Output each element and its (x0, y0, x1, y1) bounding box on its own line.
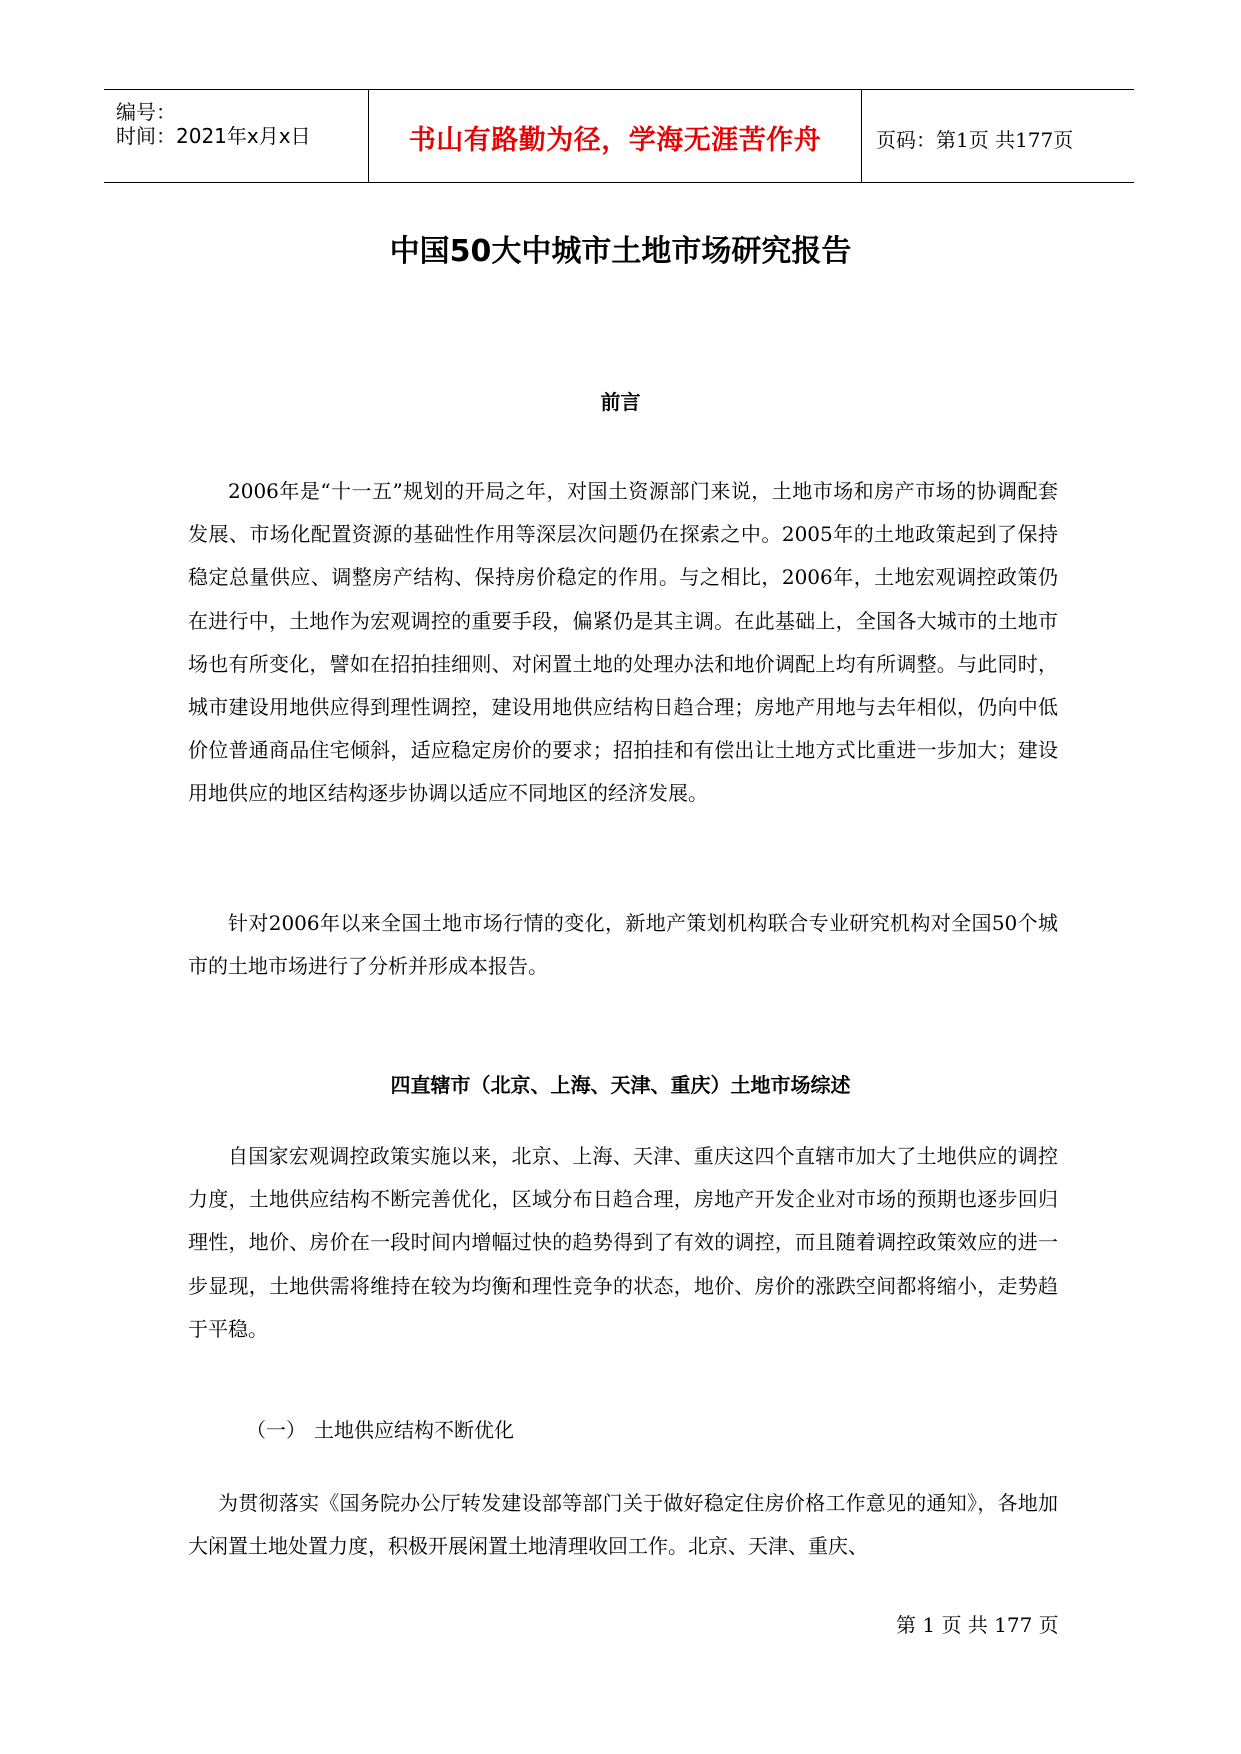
header-motto-cell (368, 90, 862, 182)
page-header (104, 89, 1134, 183)
header-page-cell (862, 90, 1134, 182)
sub-paragraph-1: 为贯彻落实《国务院办公厅转发建设部等部门关于做好稳定住房价格工作意见的通知》，各地加大闲置土地处置力度，积极开展闲置土地清理收回工作。北京、天津、重庆、 (188, 1491, 1058, 1559)
time-label: 时间：2021年x月x日 (116, 124, 311, 148)
header-meta-cell (104, 90, 368, 182)
preface-paragraph-2: 针对2006年以来全国土地市场行情的变化，新地产策划机构联合专业研究机构对全国50个城市的土地市场进行了分析并形成本报告。 (188, 911, 1058, 979)
page-footer: 第 1 页 共 177 页 (896, 1613, 1059, 1637)
header-page-code: 页码：第1页 共177页 (876, 128, 1074, 152)
section-paragraph-1: 自国家宏观调控政策实施以来，北京、上海、天津、重庆这四个直辖市加大了土地供应的调控力度，土地供应结构不断完善优化，区域分布日趋合理，房地产开发企业对市场的预期也逐步回归理性，地价、房价在一段时间内增幅过快的趋势得到了有效的调控，而且随着调控政策效应的进一步显现，土地供需将维持在较为均衡和理性竞争的状态，地价、房价的涨跌空间都将缩小，走势趋于平稳。 (188, 1144, 1058, 1341)
serial-label: 编号： (116, 100, 176, 124)
preface-paragraph-1: 2006年是“十一五”规划的开局之年，对国土资源部门来说，土地市场和房产市场的协调配套发展、市场化配置资源的基础性作用等深层次问题仍在探索之中。2005年的土地政策起到了保持稳定总量供应、调整房产结构、保持房价稳定的作用。与之相比，2006年，土地宏观调控政策仍在进行中，土地作为宏观调控的重要手段，偏紧仍是其主调。在此基础上，全国各大城市的土地市场也有所变化，譬如在招拍挂细则、对闲置土地的处理办法和地价调配上均有所调整。与此同时，城市建设用地供应得到理性调控，建设用地供应结构日趋合理；房地产用地与去年相似，仍向中低价位普通商品住宅倾斜，适应稳定房价的要求；招拍挂和有偿出让土地方式比重进一步加大；建设用地供应的地区结构逐步协调以适应不同地区的经济发展。 (188, 479, 1058, 806)
header-motto: 书山有路勤为径，学海无涯苦作舟 (408, 125, 822, 156)
preface-heading: 前言 (600, 390, 641, 414)
document-title: 中国50大中城市土地市场研究报告 (389, 234, 852, 269)
subheading-text: 土地供应结构不断优化 (314, 1418, 514, 1442)
subheading-number: （一） (246, 1418, 306, 1442)
section-heading-municipalities: 四直辖市（北京、上海、天津、重庆）土地市场综述 (390, 1073, 851, 1097)
subheading-land-supply (246, 1414, 514, 1443)
